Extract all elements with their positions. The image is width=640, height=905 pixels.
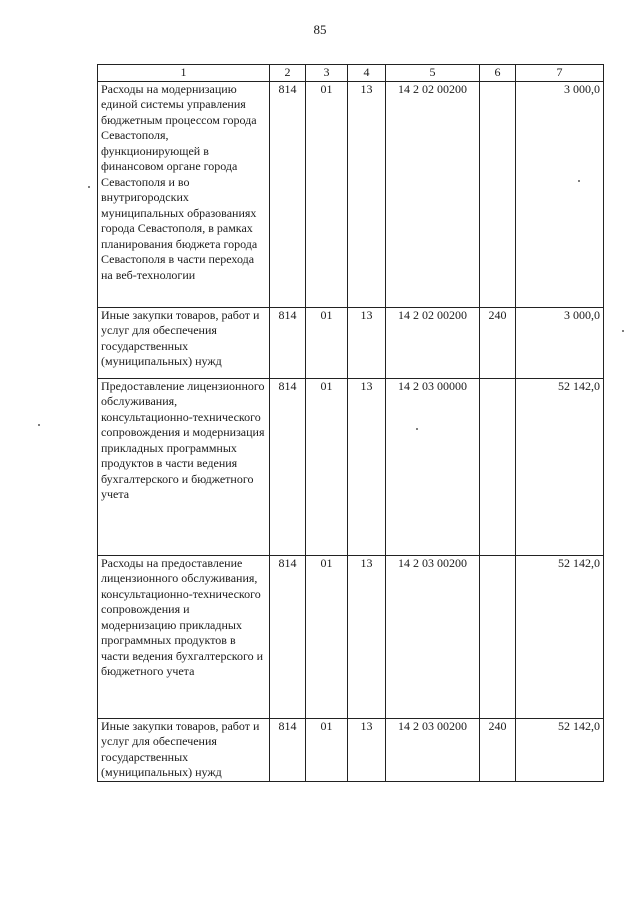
scan-speck <box>578 180 580 182</box>
row-amount: 52 142,0 <box>516 378 604 555</box>
row-description: Иные закупки товаров, работ и услуг для обеспечения государственных (муниципальных) нужд <box>98 718 270 781</box>
column-header-3: 3 <box>306 65 348 82</box>
row-code-2: 814 <box>270 81 306 307</box>
row-amount: 3 000,0 <box>516 81 604 307</box>
column-header-5: 5 <box>386 65 480 82</box>
row-amount: 52 142,0 <box>516 718 604 781</box>
row-code-4: 13 <box>348 378 386 555</box>
row-code-4: 13 <box>348 307 386 378</box>
row-code-3: 01 <box>306 555 348 718</box>
row-code-6 <box>480 378 516 555</box>
row-code-5: 14 2 03 00000 <box>386 378 480 555</box>
row-code-6 <box>480 555 516 718</box>
page-number: 85 <box>313 22 327 37</box>
row-code-3: 01 <box>306 718 348 781</box>
budget-table <box>97 64 604 782</box>
table-row <box>98 555 604 718</box>
row-code-5: 14 2 03 00200 <box>386 718 480 781</box>
row-code-5: 14 2 02 00200 <box>386 307 480 378</box>
column-header-2: 2 <box>270 65 306 82</box>
row-code-6: 240 <box>480 307 516 378</box>
row-description: Иные закупки товаров, работ и услуг для обеспечения государственных (муниципальных) нужд <box>98 307 270 378</box>
row-code-2: 814 <box>270 307 306 378</box>
scan-speck <box>88 186 90 188</box>
column-header-1: 1 <box>98 65 270 82</box>
row-description: Предоставление лицензионного обслуживания, консультационно-технического сопровождения и модернизация прикладных программных продуктов в части ведения бухгалтерского и бюджетного учета <box>98 378 270 555</box>
row-code-5: 14 2 02 00200 <box>386 81 480 307</box>
column-header-4: 4 <box>348 65 386 82</box>
table-row <box>98 81 604 307</box>
row-description: Расходы на предоставление лицензионного обслуживания, консультационно-технического сопровождения и модернизацию прикладных программных продуктов в части ведения бухгалтерского и бюджетного учета <box>98 555 270 718</box>
column-header-6: 6 <box>480 65 516 82</box>
row-code-6 <box>480 81 516 307</box>
scan-speck <box>622 330 624 332</box>
row-code-5: 14 2 03 00200 <box>386 555 480 718</box>
row-code-2: 814 <box>270 718 306 781</box>
row-code-6: 240 <box>480 718 516 781</box>
row-code-3: 01 <box>306 307 348 378</box>
row-code-3: 01 <box>306 378 348 555</box>
row-code-3: 01 <box>306 81 348 307</box>
row-description: Расходы на модернизацию единой системы управления бюджетным процессом города Севастополя, функционирующей в финансовом органе города Севастополя и во внутригородских муниципальных образованиях города Севастополя, в рамках планирования бюджета города Севастополя в части перехода на веб-технологии <box>98 81 270 307</box>
table-row <box>98 378 604 555</box>
column-header-7: 7 <box>516 65 604 82</box>
row-amount: 3 000,0 <box>516 307 604 378</box>
scan-speck <box>38 424 40 426</box>
row-code-4: 13 <box>348 81 386 307</box>
row-code-2: 814 <box>270 378 306 555</box>
table-row <box>98 718 604 781</box>
row-code-4: 13 <box>348 718 386 781</box>
row-code-4: 13 <box>348 555 386 718</box>
table-row <box>98 307 604 378</box>
scan-speck <box>416 428 418 430</box>
table-header-row <box>98 65 604 82</box>
row-code-2: 814 <box>270 555 306 718</box>
row-amount: 52 142,0 <box>516 555 604 718</box>
